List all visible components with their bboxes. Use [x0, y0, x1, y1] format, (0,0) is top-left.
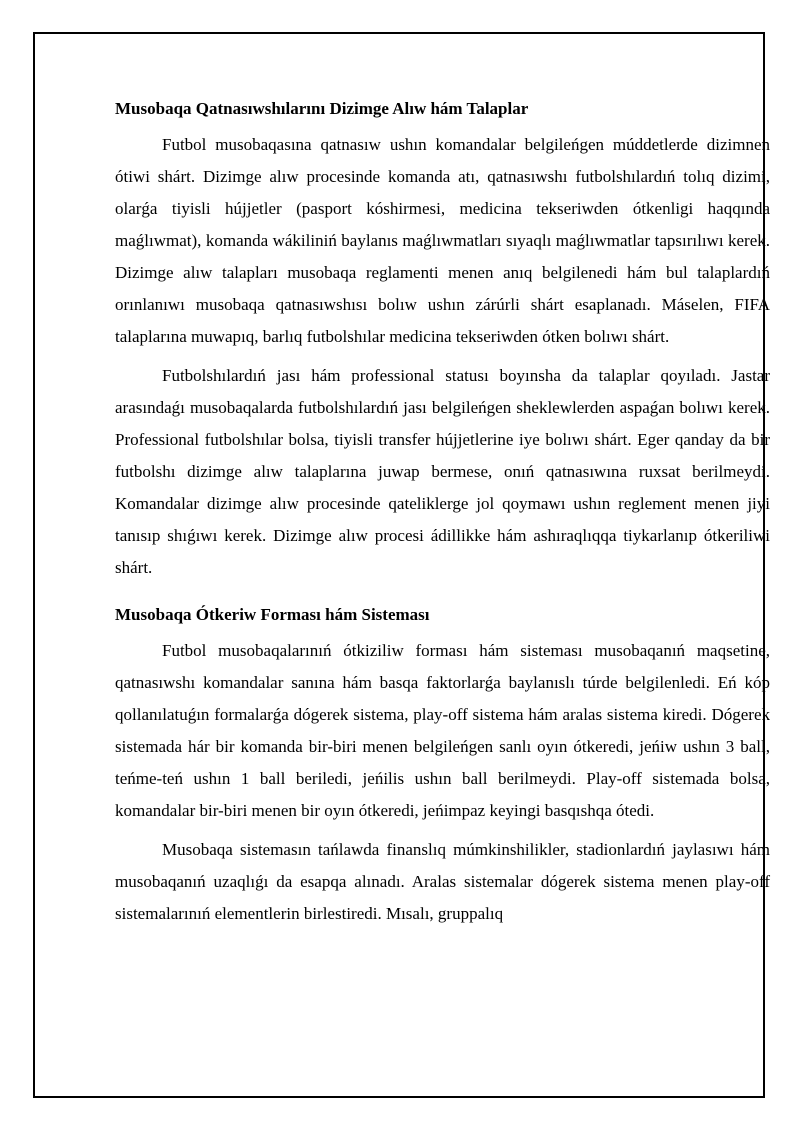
section-format	[115, 604, 770, 930]
section-heading: Musobaqa Ótkeriw Forması hám Sisteması	[115, 605, 430, 624]
paragraph: Futbol musobaqalarınıń ótkiziliw forması hám sisteması musobaqanıń maqsetine, qatnasıwshı komandalar sanına hám basqa faktorlarǵa baylanıslı túrde belgilenledi. Eń kóp qollanılatuǵın formalarǵa dógerek sistema, play-off sistema hám aralas sistema kiredi. Dógerek sistemada hár bir komanda bir-biri menen belgileńgen sanlı oyın ótkeredi, jeńiw ushın 3 ball, teńme-teń ushın 1 ball beriledi, jeńilis ushın ball berilmeydi. Play-off sistemada bolsa, komandalar bir-biri menen bir oyın ótkeredi, jeńimpaz keyingi basqıshqa ótedi.	[115, 641, 770, 820]
section-registration	[115, 98, 770, 584]
paragraph: Futbol musobaqasına qatnasıw ushın komandalar belgileńgen múddetlerde dizimnen ótiwi shárt. Dizimge alıw procesinde komanda atı, qatnasıwshı futbolshılardıń tolıq dizimi, olarǵa tiyisli hújjetler (pasport kóshirmesi, medicina tekseriwden ótkenligi haqqında maǵlıwmat), komanda wákiliniń baylanıs maǵlıwmatları sıyaqlı maǵlıwmatlar tapsırılıwı kerek. Dizimge alıw talapları musobaqa reglamenti menen anıq belgilenedi hám bul talaplardıń orınlanıwı musobaqa qatnasıwshısı bolıw ushın zárúrli shárt esaplanadı. Máselen, FIFA talaplarına muwapıq, barlıq futbolshılar medicina tekseriwden ótken bolıwı shárt.	[115, 135, 770, 346]
section-heading: Musobaqa Qatnasıwshılarını Dizimge Alıw hám Talaplar	[115, 99, 529, 118]
document-body	[115, 98, 770, 937]
paragraph: Musobaqa sistemasın tańlawda finanslıq múmkinshilikler, stadionlardıń jaylasıwı hám musobaqanıń uzaqlıǵı da esapqa alınadı. Aralas sistemalar dógerek sistema menen play-off sistemalarınıń elementlerin birlestiredi. Mısalı, gruppalıq	[115, 840, 770, 923]
paragraph: Futbolshılardıń jası hám professional statusı boyınsha da talaplar qoyıladı. Jastar arasındaǵı musobaqalarda futbolshılardıń jası belgileńgen sheklewlerden aspaǵan bolıwı kerek. Professional futbolshılar bolsa, tiyisli transfer hújjetlerine iye bolıwı shárt. Eger qanday da bir futbolshı dizimge alıw talaplarına juwap bermese, onıń qatnasıwına ruxsat berilmeydi. Komandalar dizimge alıw procesinde qateliklerge jol qoymawı ushın reglement menen jiyi tanısıp shıǵıwı kerek. Dizimge alıw procesi ádillikke hám ashıraqlıqqa tiykarlanıp ótkeriliwi shárt.	[115, 366, 770, 577]
